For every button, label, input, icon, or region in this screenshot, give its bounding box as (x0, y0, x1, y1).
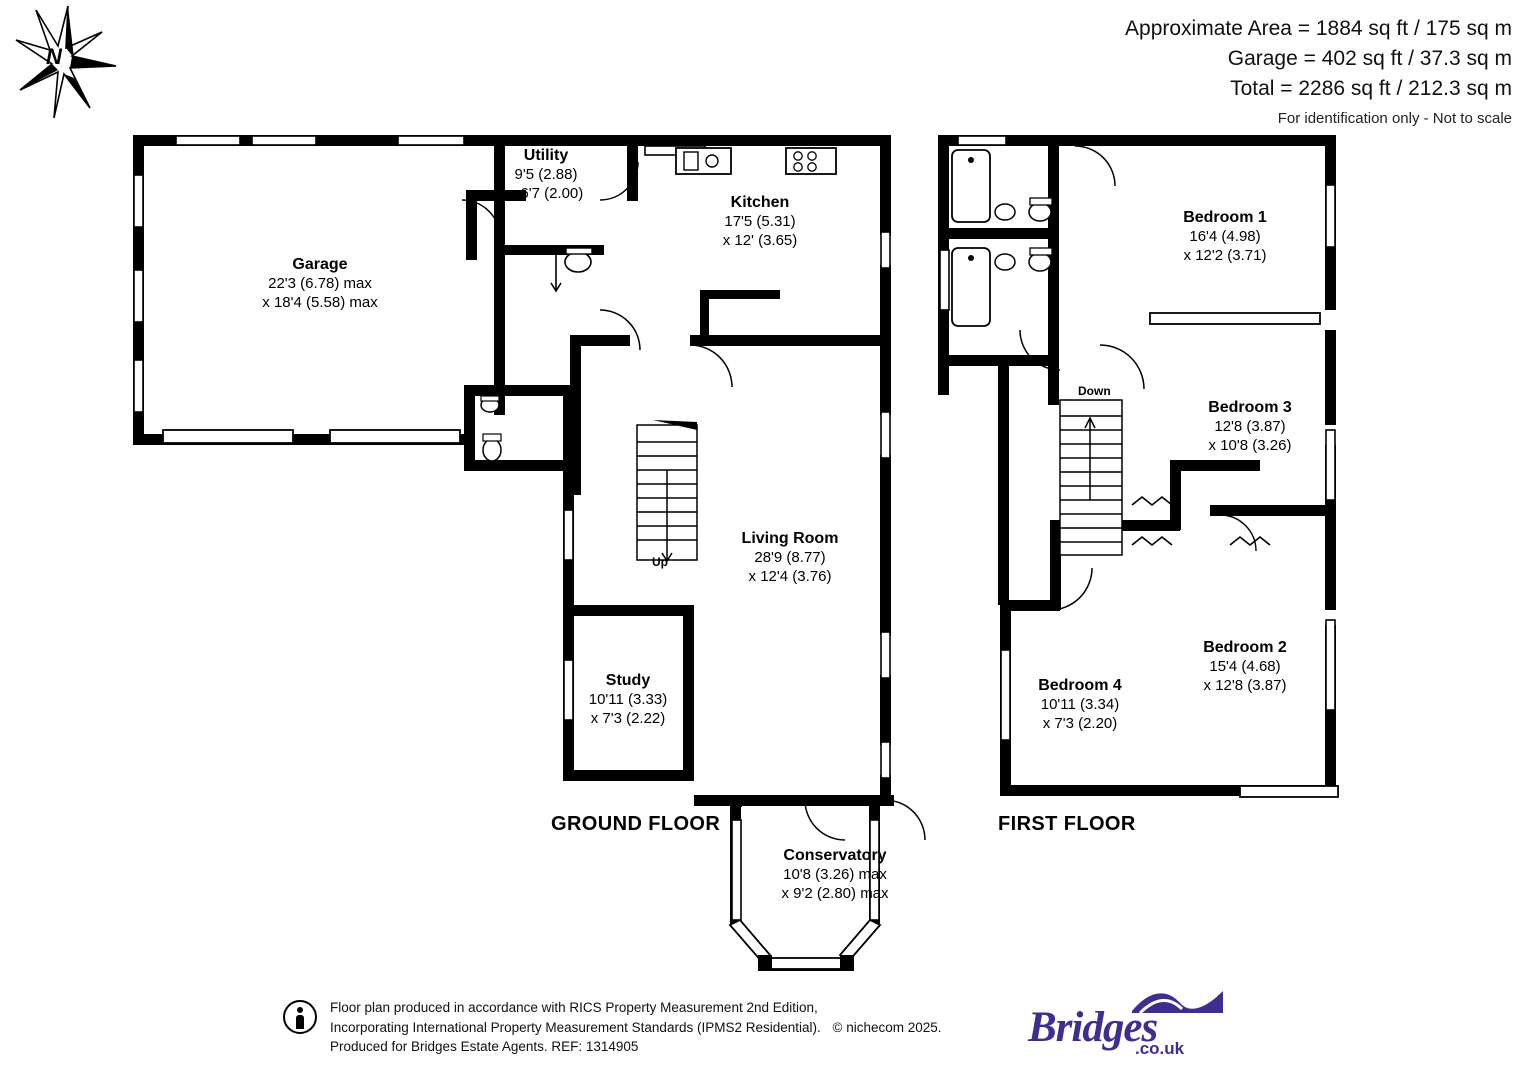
bedroom1-name: Bedroom 1 (1183, 209, 1267, 226)
compass-north-label: N (46, 44, 62, 69)
room-label-study (558, 671, 698, 729)
bedroom2-dim-2: x 12'8 (3.87) (1203, 676, 1287, 694)
approximate-area: Approximate Area = 1884 sq ft / 175 sq m (1125, 17, 1512, 40)
room-label-living-room (715, 529, 865, 587)
bedroom3-name: Bedroom 3 (1208, 399, 1292, 416)
study-name: Study (605, 672, 651, 689)
stairs-up-label: Up (652, 555, 668, 569)
brand-logo[interactable] (1020, 985, 1220, 1058)
room-label-garage (225, 255, 415, 313)
room-label-utility (486, 146, 606, 204)
bedroom1-dim-1: 16'4 (4.98) (1189, 228, 1261, 245)
bedroom1-dim-2: x 12'2 (3.71) (1183, 246, 1267, 264)
floor-title-ground: GROUND FLOOR (551, 813, 721, 835)
footer-note (330, 998, 942, 1057)
bedroom4-name: Bedroom 4 (1038, 677, 1122, 694)
bedroom4-dim-1: 10'11 (3.34) (1040, 696, 1120, 713)
room-label-conservatory (740, 846, 930, 904)
room-label-bedroom-2 (1155, 638, 1335, 696)
bedroom2-dim-1: 15'4 (4.68) (1209, 658, 1281, 675)
scale-disclaimer: For identification only - Not to scale (1277, 110, 1512, 128)
garage-area: Garage = 402 sq ft / 37.3 sq m (1227, 46, 1512, 70)
room-label-bedroom-3 (1165, 398, 1335, 456)
footer-line-3: Produced for Bridges Estate Agents. REF: 1314905 (330, 1039, 639, 1055)
bedroom2-name: Bedroom 2 (1203, 639, 1287, 656)
garage-name: Garage (292, 256, 348, 273)
bedroom4-dim-2: x 7'3 (2.20) (1042, 714, 1118, 732)
total-area: Total = 2286 sq ft / 212.3 sq m (1230, 76, 1512, 100)
kitchen-name: Kitchen (730, 194, 790, 211)
living-room-name: Living Room (741, 530, 839, 547)
living-room-dim-1: 28'9 (8.77) (754, 549, 826, 566)
brand-name: Bridges (1028, 1004, 1158, 1051)
study-dim-1: 10'11 (3.33) (588, 691, 668, 708)
garage-dim-2: x 18'4 (5.58) max (262, 293, 378, 311)
room-label-bedroom-1 (1135, 208, 1315, 266)
study-dim-2: x 7'3 (2.22) (590, 709, 666, 727)
conservatory-dim-2: x 9'2 (2.80) max (781, 884, 889, 902)
footer-copyright: © nichecom 2025. (832, 1019, 942, 1035)
kitchen-dim-1: 17'5 (5.31) (724, 213, 796, 230)
room-label-kitchen (690, 193, 830, 251)
garage-dim-1: 22'3 (6.78) max (268, 275, 372, 292)
footer-line-2: Incorporating International Property Measurement Standards (IPMS2 Residential). (330, 1019, 821, 1035)
utility-dim-1: 9'5 (2.88) (514, 166, 578, 183)
stairs-down-label: Down (1078, 384, 1111, 398)
living-room-dim-2: x 12'4 (3.76) (748, 567, 832, 585)
utility-name: Utility (523, 147, 569, 164)
bedroom3-dim-1: 12'8 (3.87) (1214, 418, 1286, 435)
floor-title-first: FIRST FLOOR (998, 813, 1136, 835)
room-label-bedroom-4 (1000, 676, 1160, 734)
utility-dim-2: x 6'7 (2.00) (508, 184, 584, 202)
conservatory-name: Conservatory (783, 847, 887, 864)
bedroom3-dim-2: x 10'8 (3.26) (1208, 436, 1292, 454)
footer-line-1: Floor plan produced in accordance with RICS Property Measurement 2nd Edition, (330, 1000, 818, 1015)
person-info-icon (283, 1000, 317, 1034)
brand-suffix: .co.uk (1135, 1039, 1185, 1058)
conservatory-dim-1: 10'8 (3.26) max (783, 866, 887, 883)
kitchen-dim-2: x 12' (3.65) (722, 231, 798, 249)
